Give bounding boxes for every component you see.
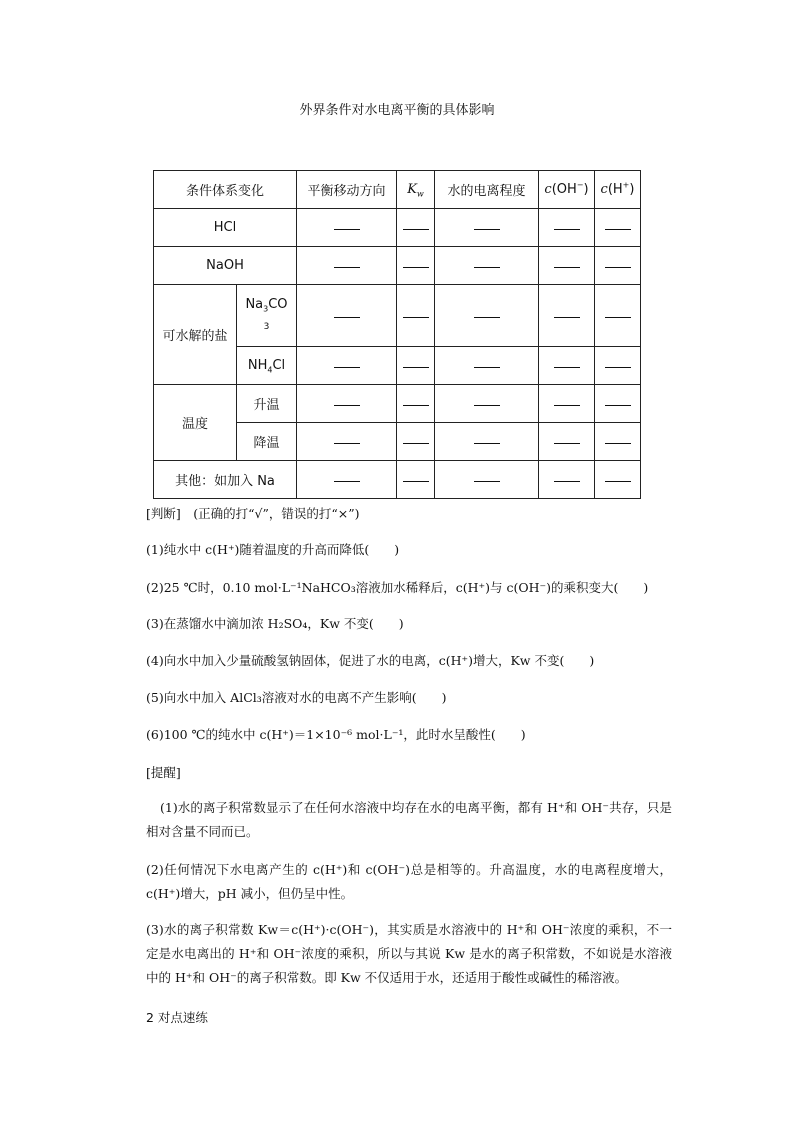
blank-line — [554, 317, 580, 318]
row-label-other: 其他：如加入 Na — [154, 461, 297, 499]
header-kw: $K_w$ — [397, 171, 435, 209]
blank-line — [554, 367, 580, 368]
row-label-heat: 升温 — [237, 385, 297, 423]
reminder-paragraph-1: (1)水的离子积常数显示了在任何水溶液中均存在水的电离平衡，都有 H⁺和 OH⁻共存，只是相对含量不同而已。 — [146, 800, 672, 839]
judge-item-4: (4)向水中加入少量硫酸氢钠固体，促进了水的电离，c(H⁺)增大，Kw 不变( ) — [146, 653, 595, 668]
reminder-heading: [提醒] — [146, 765, 181, 780]
row-label-na2co3: $Na_3CO$ 3 — [237, 285, 297, 347]
header-coh: c(OH−) — [539, 171, 595, 209]
header-ionization: 水的电离程度 — [435, 171, 539, 209]
row-label-cool: 降温 — [237, 423, 297, 461]
reminder-paragraph-2: (2)任何情况下水电离产生的 c(H⁺)和 c(OH⁻)总是相等的。升高温度，水的电离程度增大，c(H⁺)增大，pH 减小，但仍呈中性。 — [146, 862, 672, 901]
blank-line — [334, 405, 360, 406]
judge-item-3: (3)在蒸馏水中滴加浓 H₂SO₄，Kw 不变( ) — [146, 616, 404, 631]
blank-line — [554, 481, 580, 482]
blank-line — [605, 481, 631, 482]
blank-line — [474, 229, 500, 230]
table-row — [154, 385, 641, 423]
judge-item-2: (2)25 ℃时，0.10 mol·L⁻¹NaHCO₃溶液加水稀释后，c(H⁺)与 c(OH⁻)的乘积变大( ) — [146, 580, 649, 595]
blank-line — [403, 317, 429, 318]
judge-item-1: (1)纯水中 c(H⁺)随着温度的升高而降低( ) — [146, 542, 400, 557]
blank-line — [605, 317, 631, 318]
header-ch: c(H+) — [595, 171, 641, 209]
blank-line — [334, 229, 360, 230]
judge-item-6: (6)100 ℃的纯水中 c(H⁺)＝1×10⁻⁶ mol·L⁻¹，此时水呈酸性( ) — [146, 727, 526, 742]
blank-line — [403, 443, 429, 444]
blank-line — [605, 229, 631, 230]
blank-line — [605, 367, 631, 368]
table-row — [154, 247, 641, 285]
reminder-paragraph-3: (3)水的离子积常数 Kw＝c(H⁺)·c(OH⁻)，其实质是水溶液中的 H⁺和 OH⁻浓度的乘积，不一定是水电离出的 H⁺和 OH⁻浓度的乘积，所以与其说 Kw 是水的离子积常数，不如说是水溶液中的 H⁺和 OH⁻的离子积常数。即 Kw 不仅适用于水，还适用于酸性或碱性的稀溶液。 — [146, 922, 672, 985]
blank-line — [554, 229, 580, 230]
blank-line — [403, 267, 429, 268]
blank-line — [334, 317, 360, 318]
blank-line — [474, 443, 500, 444]
blank-line — [403, 405, 429, 406]
blank-line — [334, 267, 360, 268]
table-row — [154, 285, 641, 347]
page-title: 外界条件对水电离平衡的具体影响 — [299, 103, 495, 118]
row-group-temperature: 温度 — [154, 385, 237, 461]
blank-line — [474, 317, 500, 318]
blank-line — [403, 481, 429, 482]
blank-line — [334, 443, 360, 444]
table-row — [154, 461, 641, 499]
blank-line — [554, 267, 580, 268]
blank-line — [474, 267, 500, 268]
blank-line — [474, 405, 500, 406]
blank-line — [334, 367, 360, 368]
judge-heading: [判断] (正确的打“√”，错误的打“×”) — [146, 506, 360, 521]
row-group-salt: 可水解的盐 — [154, 285, 237, 385]
blank-line — [554, 405, 580, 406]
table-row — [154, 209, 641, 247]
conditions-table — [153, 170, 641, 499]
header-direction: 平衡移动方向 — [297, 171, 397, 209]
blank-line — [403, 367, 429, 368]
row-label-naoh: NaOH — [154, 247, 297, 285]
row-label-hcl: HCl — [154, 209, 297, 247]
table-header-row — [154, 171, 641, 209]
blank-line — [605, 443, 631, 444]
judge-item-5: (5)向水中加入 AlCl₃溶液对水的电离不产生影响( ) — [146, 690, 447, 705]
row-label-nh4cl: $NH_4Cl$ — [237, 347, 297, 385]
blank-line — [474, 481, 500, 482]
blank-line — [605, 405, 631, 406]
header-condition: 条件体系变化 — [154, 171, 297, 209]
blank-line — [554, 443, 580, 444]
blank-line — [403, 229, 429, 230]
blank-line — [605, 267, 631, 268]
section-heading: 2 对点速练 — [146, 1010, 208, 1025]
blank-line — [334, 481, 360, 482]
blank-line — [474, 367, 500, 368]
